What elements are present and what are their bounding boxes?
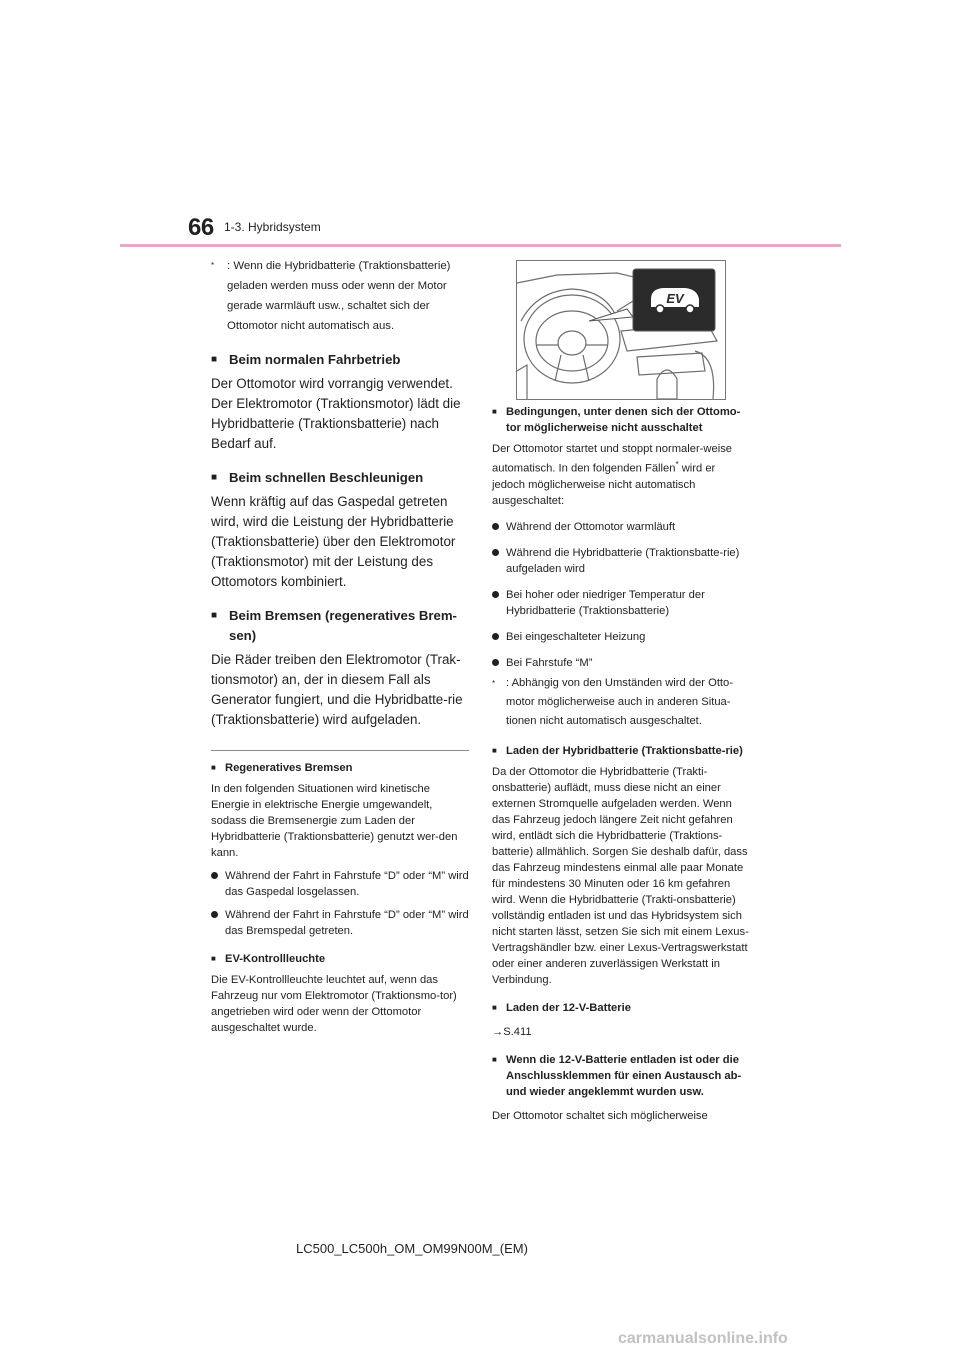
page-reference-link[interactable]: →S.411: [492, 1025, 532, 1038]
paragraph-fast-acceleration: Wenn kräftig auf das Gaspedal getreten wird, wird die Leistung der Hybridbatterie (Traktionsbatterie) über den Elektromotor (Traktionsmotor) mit der Leistung des Ottomotors kombiniert.: [211, 494, 456, 589]
list-item: [492, 587, 750, 619]
ev-badge-text: EV: [666, 291, 684, 306]
list-item-text: Während der Fahrt in Fahrstufe “D” oder “M” wird das Gaspedal losgelassen.: [225, 870, 469, 898]
section-divider: [211, 750, 469, 751]
paragraph-text: wird er jedoch möglicherweise nicht automatisch ausgeschaltet:: [492, 462, 716, 507]
heading-text: Beim normalen Fahrbetrieb: [229, 352, 401, 367]
heading-text: Beim schnellen Beschleunigen: [229, 470, 424, 485]
square-bullet-icon: ■: [211, 472, 218, 483]
footnote: [211, 256, 469, 336]
heading-text: Laden der Hybridbatterie (Traktionsbatte-rie): [506, 744, 743, 757]
list-item: [492, 545, 750, 577]
bullet-dot-icon: [211, 907, 225, 939]
footnote-mark: *: [675, 460, 679, 469]
heading-normal-driving: [211, 350, 469, 370]
list-item-text: Während der Fahrt in Fahrstufe “D” oder “M” wird das Bremspedal getreten.: [225, 909, 469, 937]
list-item: [492, 519, 750, 535]
paragraph-12v-battery-discharged: Der Ottomotor schaltet sich möglicherweise: [492, 1109, 708, 1122]
square-bullet-icon: ■: [492, 407, 497, 416]
bullet-dot-icon: [492, 587, 506, 619]
paragraph-charging-hybrid-battery: Da der Ottomotor die Hybridbatterie (Trakti-onsbatterie) auflädt, muss diese nicht an einer externen Stromquelle aufgeladen werden. Wenn das Fahrzeug jedoch längere Zeit nicht gefahren wird, entlädt sich die Hybridbatterie (Traktions-batterie) allmählich. Sorgen Sie deshalb dafür, dass das Fahrzeug mindestens einmal alle paar Monate für mindestens 30 Minuten oder 16 km gefahren wird. Wenn die Hybridbatterie (Trakti-onsbatterie) vollständig entladen ist und das Hybridsystem sich nicht starten lässt, setzen Sie sich mit einem Lexus-Vertragshändler bzw. einer Lexus-Vertragswerkstatt oder einer anderen zuverlässigen Werkstatt in Verbindung.: [492, 765, 749, 986]
square-bullet-icon: ■: [492, 745, 497, 755]
paragraph-ev-indicator: Die EV-Kontrollleuchte leuchtet auf, wenn das Fahrzeug nur vom Elektromotor (Traktionsmo-tor) angetrieben wird oder wenn der Ottomotor ausgeschaltet wurde.: [211, 974, 457, 1034]
square-bullet-icon: ■: [211, 354, 218, 365]
list-item: [211, 907, 469, 939]
square-bullet-icon: ■: [211, 610, 218, 621]
bullet-dot-icon: [492, 519, 506, 535]
list-item: [492, 655, 750, 671]
paragraph-regenerative-braking: In den folgenden Situationen wird kinetische Energie in elektrische Energie umgewandelt, sodass die Bremsenergie zum Laden der Hybridbatterie (Traktionsbatterie) genutzt wer-den kann.: [211, 783, 458, 859]
heading-regenerative-braking: [211, 760, 469, 776]
bullet-dot-icon: [492, 655, 506, 671]
dashboard-illustration: [516, 260, 726, 400]
bullet-dot-icon: [492, 545, 506, 577]
paragraph-normal-driving: Der Ottomotor wird vorrangig verwendet. Der Elektromotor (Traktionsmotor) lädt die Hybridbatterie (Traktionsbatterie) nach Bedarf auf.: [211, 376, 461, 451]
heading-text: Bedingungen, unter denen sich der Ottomo-tor möglicherweise nicht ausschaltet: [506, 406, 741, 434]
heading-charging-hybrid-battery: [492, 743, 750, 759]
list-item: [492, 629, 750, 645]
paragraph-engine-conditions: [492, 441, 750, 509]
list-item-text: Bei hoher oder niedriger Temperatur der Hybridbatterie (Traktionsbatterie): [506, 588, 705, 617]
footnote-text: : Wenn die Hybridbatterie (Traktionsbatterie) geladen werden muss oder wenn der Motor gerade warmläuft usw., schaltet sich der Ottomotor nicht automatisch aus.: [227, 260, 451, 332]
right-column: [492, 404, 750, 1124]
left-column: [211, 256, 469, 1036]
square-bullet-icon: ■: [211, 763, 216, 772]
square-bullet-icon: ■: [211, 954, 216, 963]
heading-text: Laden der 12-V-Batterie: [506, 1001, 631, 1014]
section-title: 1-3. Hybridsystem: [224, 220, 321, 234]
footnote-mark: *: [211, 261, 215, 270]
heading-text: EV-Kontrollleuchte: [225, 953, 326, 965]
bullet-dot-icon: [492, 629, 506, 645]
heading-fast-acceleration: [211, 468, 469, 488]
heading-ev-indicator: [211, 951, 469, 967]
list-item-text: Bei Fahrstufe “M”: [506, 656, 593, 669]
heading-engine-conditions: [492, 404, 750, 436]
heading-text: Beim Bremsen (regeneratives Brem-sen): [229, 608, 457, 643]
heading-12v-battery-discharged: [492, 1052, 750, 1100]
footnote-text: : Abhängig von den Umständen wird der Otto-motor möglicherweise auch in anderen Situa-tionen nicht automatisch ausgeschaltet.: [506, 676, 733, 727]
paragraph-text: Der Ottomotor startet und stoppt normaler-weise automatisch. In den folgenden Fällen: [492, 443, 733, 475]
watermark: carmanualsonline.info: [618, 1330, 788, 1347]
page-number: 66: [188, 214, 214, 241]
list-item: [211, 868, 469, 900]
square-bullet-icon: ■: [492, 1002, 497, 1012]
heading-charging-12v-battery: [492, 1000, 750, 1016]
heading-braking: [211, 606, 469, 646]
header-rule: [120, 244, 841, 247]
list-item-text: Während der Ottomotor warmläuft: [506, 520, 676, 533]
dashboard-drawing: [517, 261, 725, 399]
list-item-text: Während die Hybridbatterie (Traktionsbatte-rie) aufgeladen wird: [506, 546, 740, 575]
footer-code: LC500_LC500h_OM_OM99N00M_(EM): [296, 1241, 528, 1256]
list-item-text: Bei eingeschalteter Heizung: [506, 630, 646, 643]
bullet-dot-icon: [211, 868, 225, 900]
paragraph-braking: Die Räder treiben den Elektromotor (Trak-tionsmotor) an, der in diesem Fall als Generator fungiert, und die Hybridbatte-rie (Traktionsbatterie) wird aufgeladen.: [211, 652, 463, 727]
footnote-mark: *: [492, 678, 496, 688]
heading-text: Wenn die 12-V-Batterie entladen ist oder die Anschlussklemmen für einen Austausch ab- und wieder angeklemmt wurden usw.: [506, 1053, 742, 1098]
footnote: [492, 674, 750, 731]
square-bullet-icon: ■: [492, 1054, 497, 1064]
heading-text: Regeneratives Bremsen: [225, 762, 353, 774]
